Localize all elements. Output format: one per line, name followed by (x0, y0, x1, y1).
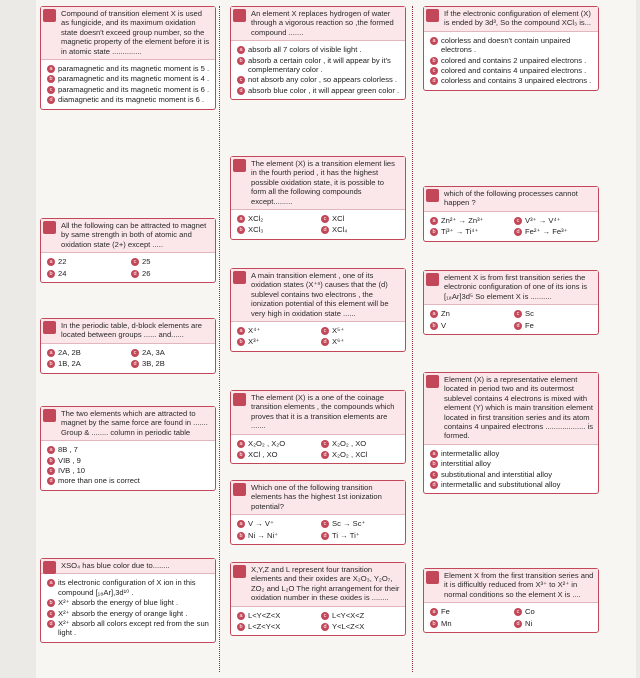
options (424, 304, 598, 334)
option-c[interactable]: c paramagnetic and its magnetic moment is 6 . (47, 85, 211, 94)
options (424, 31, 598, 90)
question-card (230, 268, 406, 352)
option-a[interactable]: a colorless and doesn't contain unpaired electrons . (430, 36, 594, 55)
option-d[interactable]: d diamagnetic and its magnetic moment is 6 . (47, 95, 211, 104)
question-text: element X is from first transition series the electronic configuration of one of its ions is [₁₈Ar]3d⁵ So element X is .......... (424, 271, 598, 304)
option-d[interactable]: d Fe²⁺ → Fe³⁺ (514, 227, 594, 236)
option-c[interactable]: c Sc (514, 309, 594, 318)
question-card (40, 318, 216, 374)
question-number-icon (426, 571, 439, 584)
question-text: which of the following processes cannot happen ? (424, 187, 598, 211)
option-c[interactable]: c XCl (321, 214, 401, 223)
question-text: Element (X) is a representative element located in period two and its outermost sublevel contains 4 electrons is mixed with element (Y) which is main transition element located in first transition series and its atom contains 4 unpaired electrons ................... is formed. (424, 373, 598, 444)
option-c[interactable]: c Co (514, 607, 594, 616)
options (41, 59, 215, 109)
option-b[interactable]: b L<Z<Y<X (237, 622, 317, 631)
column-divider (219, 6, 220, 672)
option-d[interactable]: d absorb blue color , it will appear green color . (237, 86, 401, 95)
option-b[interactable]: b Mn (430, 619, 510, 628)
option-c[interactable]: c L<Y<X<Z (321, 611, 401, 620)
question-number-icon (43, 561, 56, 574)
option-d[interactable]: d X₂O₂ , XCl (321, 450, 401, 459)
question-card (230, 562, 406, 636)
option-c[interactable]: c X²⁺ absorb the energy of orange light . (47, 609, 211, 618)
options (41, 343, 215, 373)
option-b[interactable]: b interstitial alloy (430, 459, 594, 468)
option-c[interactable]: c V³⁺ → V⁴⁺ (514, 216, 594, 225)
option-a[interactable]: a absorb all 7 colors of visible light . (237, 45, 401, 54)
option-d[interactable]: d intermetallic and substitutional alloy (430, 480, 594, 489)
options (41, 440, 215, 490)
question-card (423, 568, 599, 633)
question-text: A main transition element , one of its oxidation states (X⁺ⁿ) causes that the (d) sublevel contains two electrons , the ionization potential of this element will be very high in oxidation state ...... (231, 269, 405, 321)
question-card (230, 480, 406, 545)
question-text: If the electronic configuration of element (X) is ended by 3d³, So the compound XCl₃ is... (424, 7, 598, 31)
option-a[interactable]: a paramagnetic and its magnetic moment is 5 . (47, 64, 211, 73)
option-b[interactable]: b Ni → Ni⁺ (237, 531, 317, 540)
option-c[interactable]: c substitutional and interstitial alloy (430, 470, 594, 479)
question-text: Element X from the first transition series and it is difficultly reduced from X³⁺ to X²⁺ in normal conditions so the element X is .... (424, 569, 598, 602)
question-text: In the periodic table, d-block elements are located between groups ...... and...... (41, 319, 215, 343)
question-number-icon (233, 565, 246, 578)
question-number-icon (43, 409, 56, 422)
question-card (423, 270, 599, 335)
question-number-icon (233, 9, 246, 22)
question-card (40, 406, 216, 491)
option-a[interactable]: a Zn²⁺ → Zn³⁺ (430, 216, 510, 225)
options (41, 573, 215, 641)
options (231, 40, 405, 99)
question-number-icon (426, 375, 439, 388)
option-a[interactable]: a XCl₂ (237, 214, 317, 223)
question-number-icon (233, 159, 246, 172)
option-a[interactable]: a L<Y<Z<X (237, 611, 317, 620)
options (231, 321, 405, 351)
question-card (40, 558, 216, 643)
option-b[interactable]: b X³⁺ (237, 337, 317, 346)
question-number-icon (43, 321, 56, 334)
option-c[interactable]: c colored and contains 4 unpaired electrons . (430, 66, 594, 75)
question-text: All the following can be attracted to magnet by same strength in both of atomic and oxidation state (2+) except ..... (41, 219, 215, 252)
option-a[interactable]: a intermetallic alloy (430, 449, 594, 458)
option-a[interactable]: a 8B , 7 (47, 445, 211, 454)
option-b[interactable]: b XCl , XO (237, 450, 317, 459)
option-c[interactable]: c IVB , 10 (47, 466, 211, 475)
question-text: The element (X) is a one of the coinage transition elements , the compounds which proves that it is a transition elements are ....... (231, 391, 405, 434)
option-d[interactable]: d XCl₄ (321, 225, 401, 234)
option-b[interactable]: b V (430, 321, 510, 330)
question-card (423, 6, 599, 91)
option-d[interactable]: d colorless and contains 3 unpaired electrons . (430, 76, 594, 85)
option-b[interactable]: b XCl₃ (237, 225, 317, 234)
option-a[interactable]: a X⁴⁺ (237, 326, 317, 335)
options (424, 602, 598, 632)
question-text: An element X replaces hydrogen of water through a vigorous reaction so ,the formed compound ....... (231, 7, 405, 40)
question-text: Which one of the following transition elements has the highest 1st ionization potential? (231, 481, 405, 514)
question-card (40, 218, 216, 283)
question-text: X,Y,Z and L represent four transition elements and their oxides are X₂O₃, Y₂O₇, ZO₂ and L₂O The right arrangement for their oxidation number in these oxides is ........ (231, 563, 405, 606)
option-d[interactable]: d Ti → Ti⁺ (321, 531, 401, 540)
question-number-icon (233, 271, 246, 284)
option-d[interactable]: d 26 (131, 269, 211, 278)
question-card (423, 186, 599, 242)
options (231, 209, 405, 239)
question-number-icon (233, 483, 246, 496)
options (231, 606, 405, 636)
option-b[interactable]: b absorb a certain color , it will appear by it's complementary color . (237, 56, 401, 75)
option-a[interactable]: a its electronic configuration of X ion in this compound [₁₈Ar],3d¹⁰ . (47, 578, 211, 597)
option-b[interactable]: b 24 (47, 269, 127, 278)
question-card (230, 390, 406, 464)
question-card (230, 6, 406, 100)
option-a[interactable]: a 22 (47, 257, 127, 266)
option-c[interactable]: c not absorb any color , so appears colorless . (237, 75, 401, 84)
option-d[interactable]: d X⁶⁺ (321, 337, 401, 346)
question-card (423, 372, 599, 494)
question-number-icon (426, 9, 439, 22)
option-c[interactable]: c Sc → Sc⁺ (321, 519, 401, 528)
option-b[interactable]: b paramagnetic and its magnetic moment is 4 . (47, 74, 211, 83)
option-a[interactable]: a 2A, 2B (47, 348, 127, 357)
question-number-icon (426, 273, 439, 286)
option-b[interactable]: b Ti³⁺ → Ti⁴⁺ (430, 227, 510, 236)
question-card (40, 6, 216, 110)
options (424, 211, 598, 241)
option-c[interactable]: c 2A, 3A (131, 348, 211, 357)
option-d[interactable]: d Fe (514, 321, 594, 330)
question-text: The element (X) is a transition element lies in the fourth period , it has the highest possible oxidation state, it is possible to form all the following compounds except......... (231, 157, 405, 209)
option-a[interactable]: a Fe (430, 607, 510, 616)
option-a[interactable]: a X₂O₂ , X₂O (237, 439, 317, 448)
option-c[interactable]: c 25 (131, 257, 211, 266)
option-c[interactable]: c X₂O₂ , XO (321, 439, 401, 448)
option-a[interactable]: a V → V⁺ (237, 519, 317, 528)
option-d[interactable]: d 3B, 2B (131, 359, 211, 368)
option-d[interactable]: d X²⁺ absorb all colors except red from the sun light . (47, 619, 211, 638)
option-b[interactable]: b 1B, 2A (47, 359, 127, 368)
worksheet-page (36, 0, 636, 678)
question-text: Compound of transition element X is used as fungicide, and its maximum oxidation state doesn't exceed group number, so the magnetic property of the element before it is in atomic state .............. (41, 7, 215, 59)
option-d[interactable]: d Ni (514, 619, 594, 628)
question-number-icon (233, 393, 246, 406)
question-number-icon (43, 221, 56, 234)
options (424, 444, 598, 494)
option-c[interactable]: c X⁵⁺ (321, 326, 401, 335)
options (231, 514, 405, 544)
option-d[interactable]: d more than one is correct (47, 476, 211, 485)
question-text: XSO₄ has blue color due to........ (41, 559, 215, 573)
question-card (230, 156, 406, 240)
question-number-icon (43, 9, 56, 22)
question-text: The two elements which are attracted to magnet by the same force are found in ....... Group & ........ column in periodic table (41, 407, 215, 440)
question-number-icon (426, 189, 439, 202)
column-divider (412, 6, 413, 672)
options (41, 252, 215, 282)
option-b[interactable]: b VIB , 9 (47, 456, 211, 465)
option-d[interactable]: d Y<L<Z<X (321, 622, 401, 631)
option-b[interactable]: b colored and contains 2 unpaired electrons . (430, 56, 594, 65)
option-a[interactable]: a Zn (430, 309, 510, 318)
option-b[interactable]: b X²⁺ absorb the energy of blue light . (47, 598, 211, 607)
options (231, 434, 405, 464)
